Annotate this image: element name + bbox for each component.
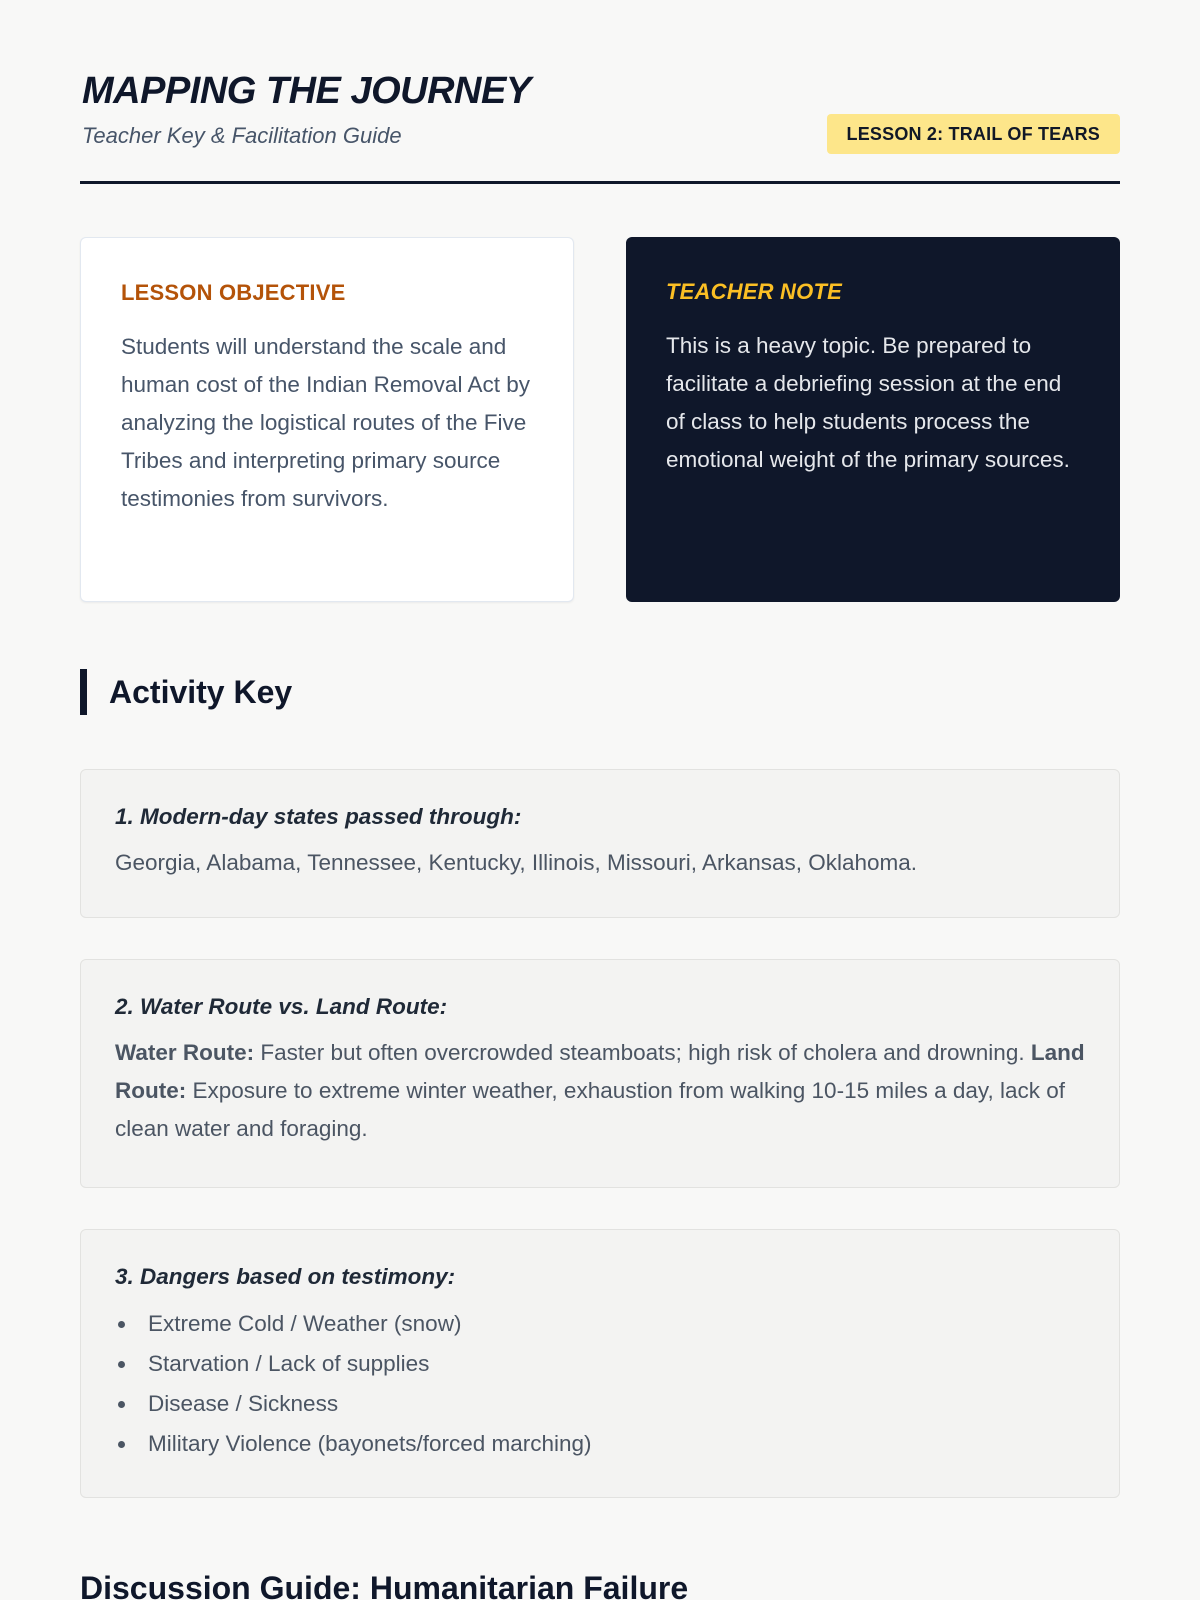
- water-route-text: Faster but often overcrowded steamboats; high risk of cholera and drowning.: [254, 1040, 1031, 1065]
- lesson-badge: LESSON 2: TRAIL OF TEARS: [827, 114, 1121, 154]
- land-route-text: Exposure to extreme winter weather, exhaustion from walking 10-15 miles a day, lack of clean water and foraging.: [115, 1078, 1066, 1141]
- question-label: 3. Dangers based on testimony:: [115, 1264, 456, 1289]
- lesson-objective-card: [80, 237, 574, 602]
- list-item: Starvation / Lack of supplies: [115, 1344, 1085, 1384]
- question-label: 1. Modern-day states passed through:: [115, 804, 522, 829]
- discussion-guide-heading: Discussion Guide: Humanitarian Failure: [80, 1570, 689, 1600]
- page-subtitle: Teacher Key & Facilitation Guide: [82, 123, 402, 148]
- teacher-note-card: [626, 237, 1120, 602]
- water-route-label: Water Route:: [115, 1040, 255, 1065]
- page-title: MAPPING THE JOURNEY: [82, 70, 531, 112]
- list-item: Disease / Sickness: [115, 1384, 1085, 1424]
- teacher-note-text: This is a heavy topic. Be prepared to facilitate a debriefing session at the end of class to help students process the emotional weight of the primary sources.: [666, 333, 1070, 472]
- question-label: 2. Water Route vs. Land Route:: [115, 994, 448, 1019]
- list-item: Extreme Cold / Weather (snow): [115, 1304, 1085, 1344]
- lesson-objective-heading: LESSON OBJECTIVE: [121, 280, 346, 305]
- intro-cards: [80, 237, 1120, 602]
- answer-text: Georgia, Alabama, Tennessee, Kentucky, Illinois, Missouri, Arkansas, Oklahoma.: [115, 850, 918, 875]
- answer-text: [115, 1034, 1085, 1148]
- teacher-note-heading: TEACHER NOTE: [666, 279, 842, 304]
- list-item: Military Violence (bayonets/forced marching): [115, 1424, 1085, 1464]
- activity-key-heading: Activity Key: [80, 669, 292, 715]
- answer-box-states: [80, 769, 1120, 918]
- lesson-objective-text: Students will understand the scale and human cost of the Indian Removal Act by analyzing the logistical routes of the Five Tribes and interpreting primary source testimonies from survivors.: [121, 334, 530, 511]
- land-route-label: Land Route:: [115, 1040, 1085, 1103]
- answer-box-routes: [80, 959, 1120, 1188]
- dangers-list: [115, 1304, 1085, 1464]
- answer-box-dangers: [80, 1229, 1120, 1498]
- page-header: [80, 0, 1120, 184]
